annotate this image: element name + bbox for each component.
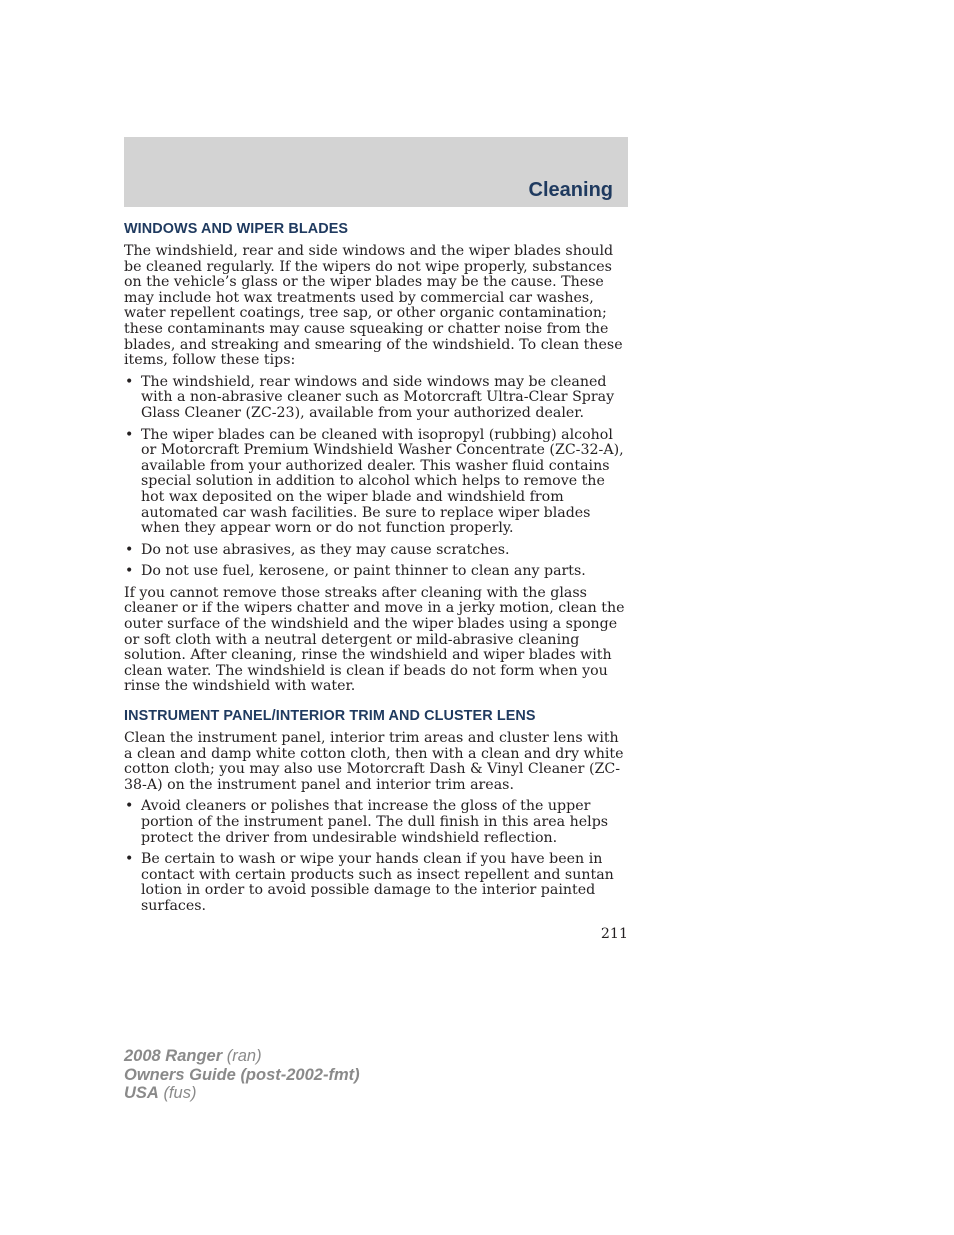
list-item: • The windshield, rear windows and side windows may be cleaned with a non-abrasive cleaner such as Motorcraft Ultra-Clear Spray Glass Cleaner (ZC-23), available from your authorized dealer. bbox=[125, 373, 615, 421]
bullet-icon: • bbox=[125, 563, 134, 580]
section-heading-windows: WINDOWS AND WIPER BLADES bbox=[124, 221, 349, 237]
content bbox=[124, 220, 628, 921]
footer-line-1: 2008 Ranger (ran) bbox=[124, 1047, 262, 1065]
bullet-icon: • bbox=[125, 851, 134, 868]
paragraph-instrument-intro: Clean the instrument panel, interior trim areas and cluster lens with a clean and damp white cotton cloth, then with a clean and dry white cotton cloth; you may also use Motorcraft Dash & Vinyl Cleaner (ZC-38-A) on the instrument panel and interior trim areas. bbox=[124, 730, 624, 793]
list-item: • Do not use fuel, kerosene, or paint thinner to clean any parts. bbox=[125, 563, 586, 580]
page-title: Cleaning bbox=[528, 179, 613, 201]
list-item: • Do not use abrasives, as they may cause scratches. bbox=[125, 541, 510, 558]
list-item: • The wiper blades can be cleaned with isopropyl (rubbing) alcohol or Motorcraft Premium Windshield Washer Concentrate (ZC-32-A), available from your authorized dealer. This washer fluid contains special solution in addition to alcohol which helps to remove the hot wax deposited on the wiper blade and windshield from automated car wash facilities. Be sure to replace wiper blades when they appear worn or do not function properly. bbox=[125, 426, 624, 537]
bullet-list-windows bbox=[124, 375, 628, 580]
bullet-list-instrument bbox=[124, 799, 628, 914]
paragraph-windows-intro: The windshield, rear and side windows and the wiper blades should be cleaned regularly. If the wipers do not wipe properly, substances on the vehicle’s glass or the wiper blades may be the cause. These may include hot wax treatments used by commercial car washes, water repellent coatings, tree sap, or other organic contamination; these contaminants may cause squeaking or chatter noise from the blades, and streaking and smearing of the windshield. To clean these items, follow these tips: bbox=[124, 243, 623, 369]
footer-line-2: Owners Guide (post-2002-fmt) bbox=[124, 1065, 360, 1084]
footer bbox=[124, 1047, 360, 1103]
list-item: • Be certain to wash or wipe your hands clean if you have been in contact with certain products such as insect repellent and suntan lotion in order to avoid possible damage to the interior painted surfaces. bbox=[125, 851, 614, 914]
bullet-icon: • bbox=[125, 798, 134, 815]
list-item: • Avoid cleaners or polishes that increase the gloss of the upper portion of the instrument panel. The dull finish in this area helps protect the driver from undesirable windshield reflection. bbox=[125, 798, 609, 846]
header-band bbox=[124, 137, 628, 207]
bullet-icon: • bbox=[125, 373, 134, 390]
footer-line-3: USA (fus) bbox=[124, 1084, 197, 1102]
page-number: 211 bbox=[600, 926, 628, 942]
bullet-icon: • bbox=[125, 541, 134, 558]
paragraph-windows-outro: If you cannot remove those streaks after cleaning with the glass cleaner or if the wipers chatter and move in a jerky motion, clean the outer surface of the windshield and the wiper blades using a sponge or soft cloth with a neutral detergent or mild-abrasive cleaning solution. After cleaning, rinse the windshield and wiper blades with clean water. The windshield is clean if beads do not form when you rinse the windshield with water. bbox=[124, 584, 625, 695]
section-heading-instrument-panel: INSTRUMENT PANEL/INTERIOR TRIM AND CLUSTER LENS bbox=[124, 708, 536, 725]
bullet-icon: • bbox=[125, 426, 134, 443]
